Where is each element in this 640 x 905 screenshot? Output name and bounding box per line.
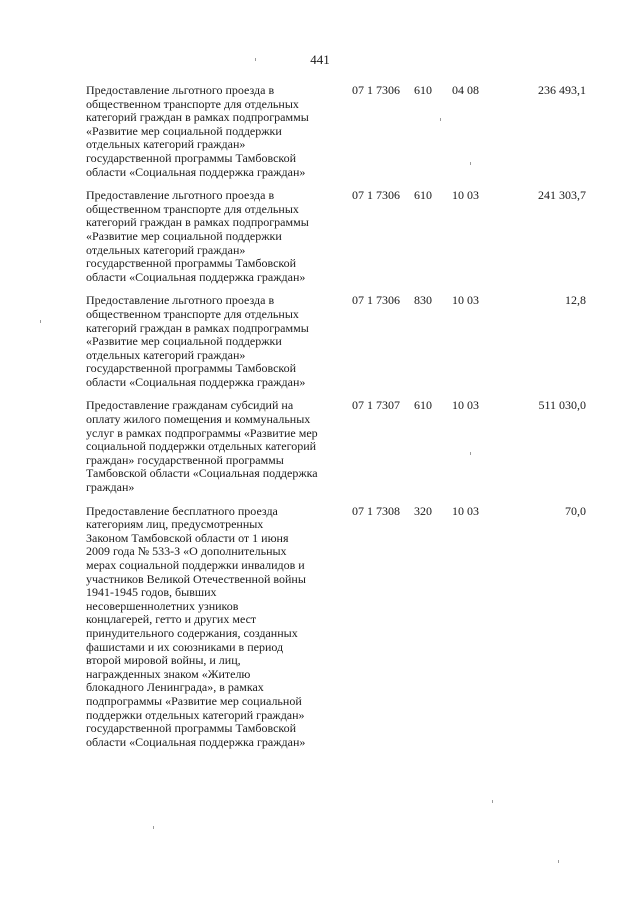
description-line: категорий граждан в рамках подпрограммы: [86, 320, 309, 335]
description-line: блокадного Ленинграда», в рамках: [86, 680, 264, 695]
table-row: [86, 84, 586, 179]
description-line: Предоставление льготного проезда в: [86, 83, 275, 97]
section-code: 10 03: [452, 503, 479, 518]
description-line: второй мировой войны, и лиц,: [86, 653, 241, 668]
amount: 236 493,1: [538, 83, 586, 97]
scan-speck: [558, 860, 559, 863]
section-code: 10 03: [452, 188, 479, 203]
description-line: поддержки отдельных категорий граждан»: [86, 707, 305, 722]
description-line: категориям лиц, предусмотренных: [86, 517, 264, 532]
section-code: 04 08: [452, 83, 479, 97]
description-line: общественном транспорте для отдельных: [86, 201, 299, 216]
scan-speck: [492, 800, 493, 803]
description-line: категорий граждан в рамках подпрограммы: [86, 215, 309, 230]
description-line: Законом Тамбовской области от 1 июня: [86, 530, 289, 545]
description-line: Тамбовской области «Социальная поддержка: [86, 466, 318, 481]
description-line: государственной программы Тамбовской: [86, 721, 297, 736]
amount: 241 303,7: [538, 188, 586, 203]
description-line: государственной программы Тамбовской: [86, 150, 297, 165]
description-line: области «Социальная поддержка граждан»: [86, 164, 306, 179]
description-line: 1941-1945 годов, бывших: [86, 585, 217, 600]
scan-speck: [440, 118, 441, 121]
amount: 12,8: [565, 293, 586, 308]
description-line: области «Социальная поддержка граждан»: [86, 734, 306, 749]
scan-speck: [40, 320, 41, 323]
description-line: участников Великой Отечественной войны: [86, 571, 306, 586]
target-article-code: 07 1 7306: [352, 293, 400, 308]
scan-speck: [255, 58, 256, 61]
description-line: награжденных знаком «Жителю: [86, 666, 251, 681]
row-description: [86, 399, 334, 494]
description-line: «Развитие мер социальной поддержки: [86, 228, 282, 243]
page-number: 441: [310, 52, 330, 67]
description-line: области «Социальная поддержка граждан»: [86, 269, 306, 284]
description-line: Предоставление льготного проезда в: [86, 293, 275, 308]
description-line: «Развитие мер социальной поддержки: [86, 334, 282, 349]
description-line: фашистами и их союзниками в период: [86, 639, 284, 654]
description-line: оплату жилого помещения и коммунальных: [86, 412, 311, 427]
description-line: принудительного содержания, созданных: [86, 625, 298, 640]
description-line: услуг в рамках подпрограммы «Развитие мер: [86, 425, 318, 440]
expense-type-code: 610: [414, 188, 432, 203]
description-line: общественном транспорте для отдельных: [86, 306, 299, 321]
description-line: Предоставление льготного проезда в: [86, 188, 275, 203]
description-line: общественном транспорте для отдельных: [86, 96, 299, 111]
description-line: концлагерей, гетто и других мест: [86, 612, 257, 627]
description-line: подпрограммы «Развитие мер социальной: [86, 693, 302, 708]
description-line: категорий граждан в рамках подпрограммы: [86, 110, 309, 125]
expense-type-code: 320: [414, 503, 432, 518]
scan-speck: [153, 826, 154, 829]
description-line: отдельных категорий граждан»: [86, 137, 246, 152]
description-line: государственной программы Тамбовской: [86, 361, 297, 376]
description-line: граждан»: [86, 480, 135, 495]
table-row: [86, 505, 586, 750]
amount: 511 030,0: [538, 398, 586, 413]
table-row: [86, 294, 586, 389]
section-code: 10 03: [452, 398, 479, 413]
scan-speck: [470, 452, 471, 455]
target-article-code: 07 1 7306: [352, 188, 400, 203]
row-description: [86, 294, 334, 389]
expense-type-code: 830: [414, 293, 432, 308]
target-article-code: 07 1 7308: [352, 503, 400, 518]
row-description: [86, 189, 334, 284]
scan-speck: [470, 162, 471, 165]
description-line: отдельных категорий граждан»: [86, 347, 246, 362]
amount: 70,0: [565, 503, 586, 518]
section-code: 10 03: [452, 293, 479, 308]
table-row: [86, 399, 586, 494]
description-line: граждан» государственной программы: [86, 452, 284, 467]
row-description: [86, 84, 334, 179]
description-line: 2009 года № 533-З «О дополнительных: [86, 544, 287, 559]
table-row: [86, 189, 586, 284]
target-article-code: 07 1 7306: [352, 83, 400, 97]
description-line: несовершеннолетних узников: [86, 598, 239, 613]
description-line: социальной поддержки отдельных категорий: [86, 439, 317, 454]
description-line: «Развитие мер социальной поддержки: [86, 123, 282, 138]
budget-table: [86, 84, 586, 759]
expense-type-code: 610: [414, 398, 432, 413]
description-line: отдельных категорий граждан»: [86, 242, 246, 257]
description-line: области «Социальная поддержка граждан»: [86, 374, 306, 389]
description-line: Предоставление гражданам субсидий на: [86, 398, 294, 413]
row-description: [86, 505, 334, 750]
target-article-code: 07 1 7307: [352, 398, 400, 413]
description-line: Предоставление бесплатного проезда: [86, 503, 278, 518]
expense-type-code: 610: [414, 83, 432, 97]
description-line: государственной программы Тамбовской: [86, 256, 297, 271]
description-line: мерах социальной поддержки инвалидов и: [86, 558, 305, 572]
